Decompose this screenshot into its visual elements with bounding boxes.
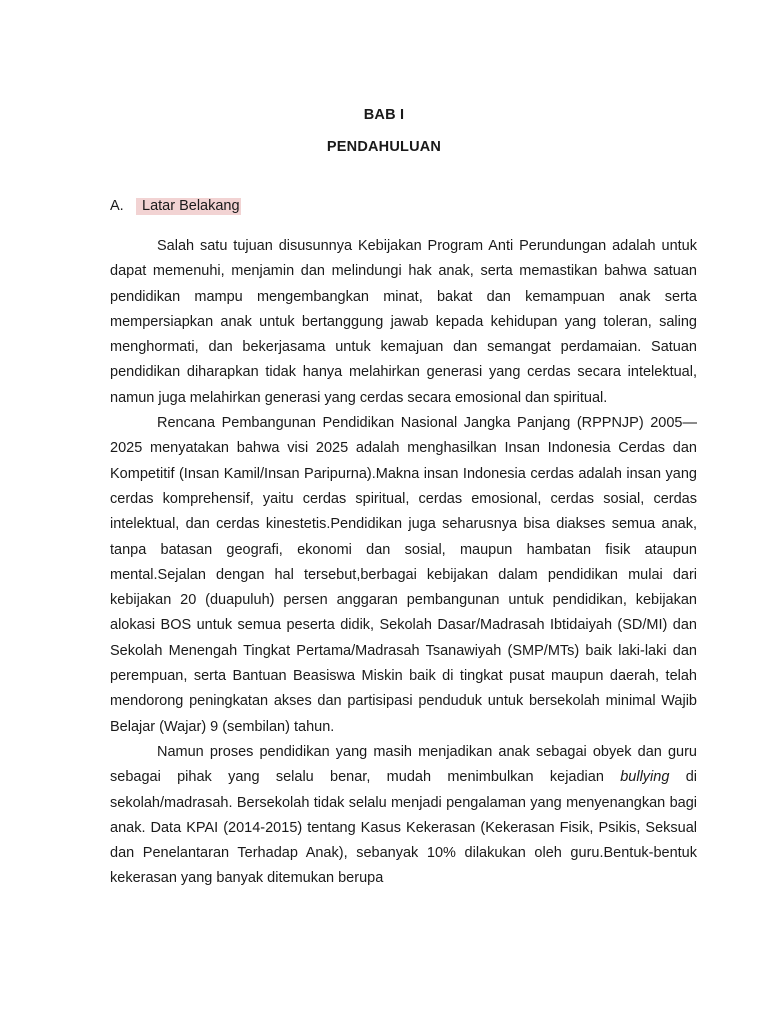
body-text xyxy=(110,234,697,892)
chapter-number: BAB I xyxy=(363,107,405,123)
section-title: Latar Belakang xyxy=(136,198,241,215)
section-heading xyxy=(110,196,241,216)
paragraph-2: Rencana Pembangunan Pendidikan Nasional Jangka Panjang (RPPNJP) 2005— 2025 menyatakan bahwa visi 2025 adalah menghasilkan Insan Indonesia Cerdas dan Kompetitif (Insan Kamil/Insan Paripurna).Makna insan Indonesia cerdas adalah insan yang cerdas komprehensif, yaitu cerdas spiritual, cerdas emosional, cerdas sosial, cerdas intelektual, dan cerdas kinestetis.Pendidikan juga seharusnya bisa diakses semua anak, tanpa batasan geografi, ekonomi dan sosial, maupun hambatan fisik ataupun mental.Sejalan dengan hal tersebut,berbagai kebijakan dalam pendidikan mulai dari kebijakan 20 (duapuluh) persen anggaran pembangunan untuk pendidikan, kebijakan alokasi BOS untuk semua peserta didik, Sekolah Dasar/Madrasah Ibtidaiyah (SD/MI) dan Sekolah Menengah Tingkat Pertama/Madrasah Tsanawiyah (SMP/MTs) baik laki-laki dan perempuan, serta Bantuan Beasiswa Miskin baik di tingkat pusat maupun daerah, telah mendorong peningkatan akses dan partisipasi penduduk untuk bersekolah minimal Wajib Belajar (Wajar) 9 (sembilan) tahun. xyxy=(110,415,697,735)
section-marker: A. xyxy=(110,198,124,214)
paragraph-1: Salah satu tujuan disusunnya Kebijakan Program Anti Perundungan adalah untuk dapat memenuhi, menjamin dan melindungi hak anak, serta memastikan bahwa satuan pendidikan mampu mengembangkan minat, bakat dan kemampuan anak serta mempersiapkan anak untuk bertanggung jawab kepada kehidupan yang toleran, saling menghormati, dan bekerjasama untuk kemajuan dan semangat perdamaian. Satuan pendidikan diharapkan tidak hanya melahirkan generasi yang cerdas secara intelektual, namun juga melahirkan generasi yang cerdas secara emosional dan spiritual. xyxy=(110,238,697,406)
paragraph-3-text-start: Namun proses pendidikan yang masih menjadikan anak sebagai obyek dan guru sebagai pihak yang selalu benar, mudah menimbulkan kejadian xyxy=(110,743,697,786)
paragraph-3-text-end: di sekolah/madrasah. Bersekolah tidak selalu menjadi pengalaman yang menyenangkan bagi anak. Data KPAI (2014-2015) tentang Kasus Kekerasan (Kekerasan Fisik, Psikis, Seksual dan Penelantaran Terhadap Anak), sebanyak 10% dilakukan oleh guru.Bentuk-bentuk kekerasan yang banyak ditemukan berupa xyxy=(110,769,697,887)
paragraph-3 xyxy=(110,740,697,892)
chapter-title: PENDAHULUAN xyxy=(326,139,442,155)
paragraph-3-emphasis: bullying xyxy=(620,769,670,786)
